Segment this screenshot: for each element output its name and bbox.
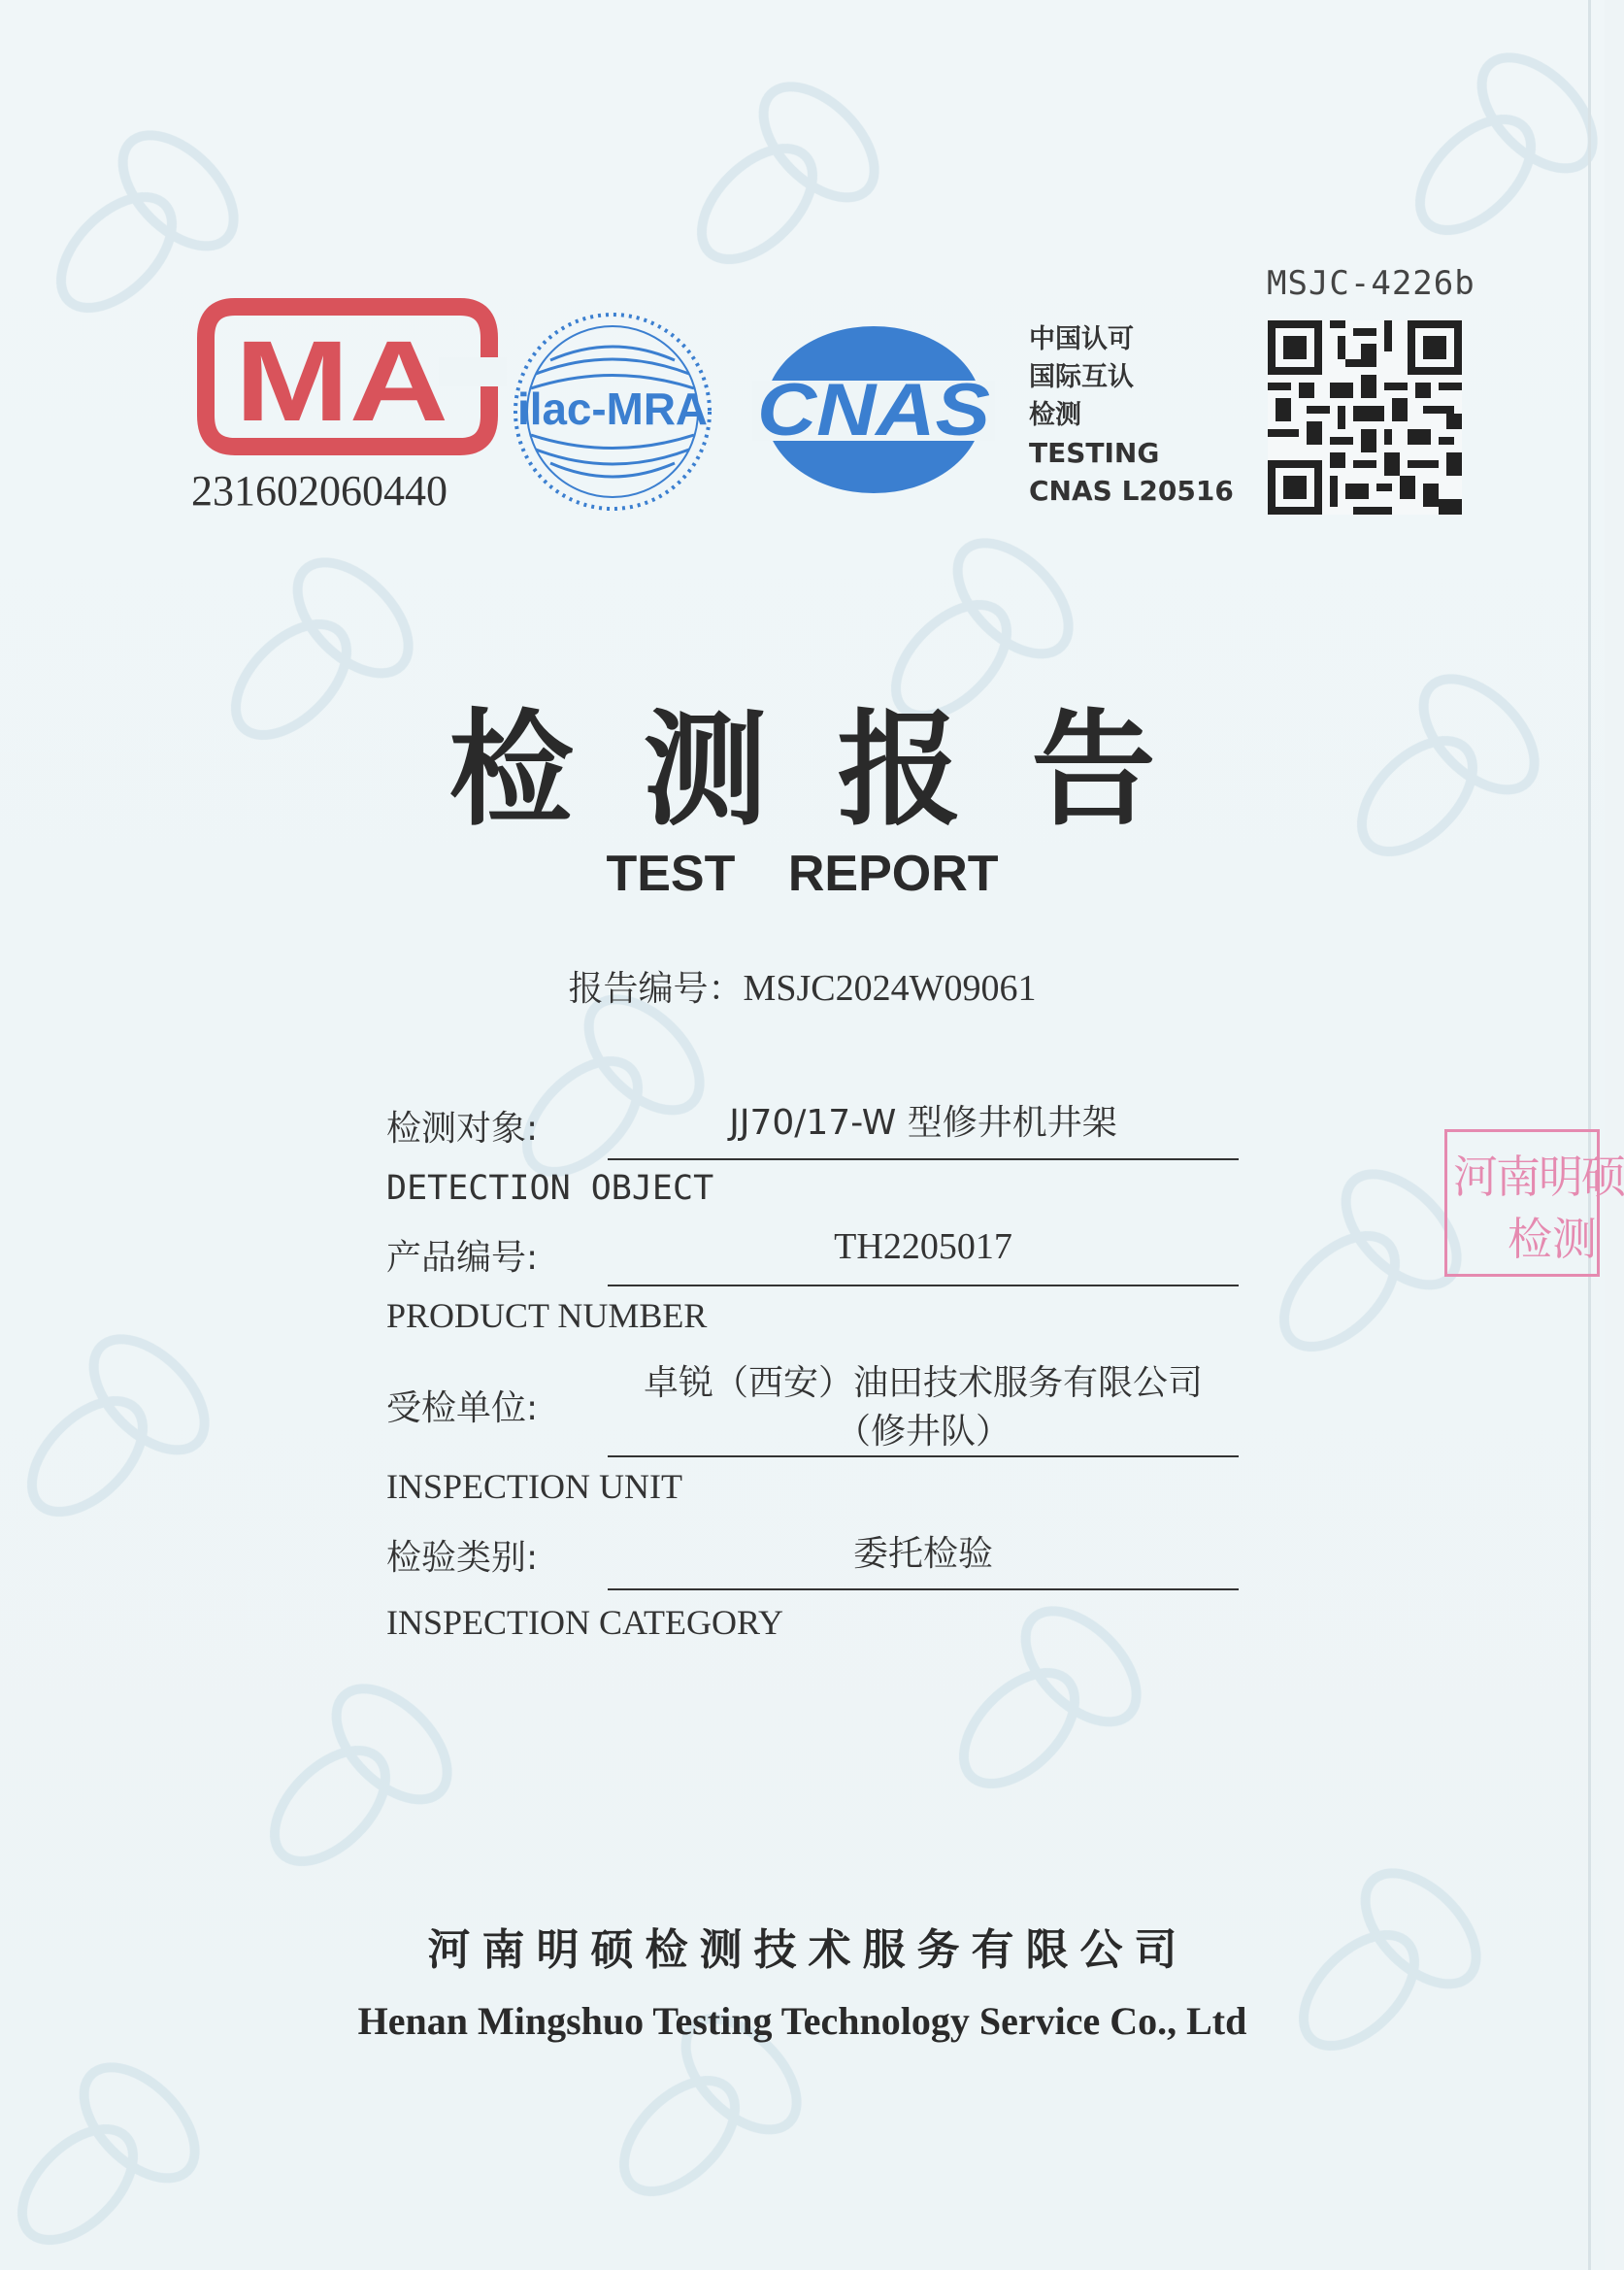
field-value-product-number	[608, 1225, 1239, 1268]
field-underline	[608, 1588, 1239, 1590]
field-underline	[608, 1455, 1239, 1457]
field-underline	[608, 1158, 1239, 1160]
field-label-detection-object-en: DETECTION OBJECT	[386, 1169, 714, 1208]
cnas-line: 国际互认	[1029, 362, 1134, 392]
field-value-inspection-unit-line1: 卓锐（西安）油田技术服务有限公司	[643, 1363, 1203, 1403]
cnas-accreditation-text	[1029, 320, 1234, 510]
field-label-product-number-cn: 产品编号:	[386, 1238, 539, 1278]
field-label-product-number-en: PRODUCT NUMBER	[386, 1296, 708, 1335]
field-label-inspection-category-cn: 检验类别:	[386, 1538, 539, 1578]
company-name-en: Henan Mingshuo Testing Technology Service Co., Ltd	[357, 1999, 1247, 2043]
field-label-detection-object-cn: 检测对象:	[386, 1109, 539, 1149]
cma-number: 231602060440	[191, 467, 447, 515]
cma-logo	[196, 299, 499, 454]
field-label-inspection-unit-cn: 受检单位:	[386, 1388, 539, 1428]
report-title-en: TEST REPORT	[606, 846, 999, 902]
product-number-text: TH2205017	[834, 1226, 1012, 1267]
ilac-mra-logo	[507, 306, 718, 517]
report-number	[0, 961, 1605, 1011]
field-label-inspection-category-en: INSPECTION CATEGORY	[386, 1603, 784, 1642]
field-value-detection-object: JJ70/17-W 型修井机井架	[729, 1103, 1117, 1143]
cnas-line: CNAS L20516	[1029, 475, 1234, 507]
seal-stamp-line1: 河南明硕	[1453, 1151, 1624, 1203]
field-underline	[608, 1285, 1239, 1286]
qr-code-icon[interactable]	[1268, 320, 1462, 515]
report-number-value: MSJC2024W09061	[743, 968, 1037, 1009]
cma-logo-text: MA	[235, 317, 448, 446]
field-label-inspection-unit-en: INSPECTION UNIT	[386, 1467, 682, 1506]
cnas-line: TESTING	[1029, 437, 1160, 469]
cnas-logo-text: CNAS	[757, 369, 990, 451]
report-title-cn: 检测报告	[448, 698, 1226, 843]
seal-stamp-line2: 检测	[1508, 1213, 1597, 1265]
field-value-inspection-unit-line2: （修井队）	[835, 1412, 1011, 1452]
cnas-line: 检测	[1029, 400, 1081, 430]
company-name-cn: 河南明硕检测技术服务有限公司	[427, 1925, 1189, 1975]
field-value-inspection-category: 委托检验	[852, 1534, 993, 1574]
report-number-label: 报告编号：	[568, 969, 744, 1009]
ilac-logo-text: ilac-MRA	[517, 384, 708, 434]
cnas-line: 中国认可	[1029, 324, 1134, 354]
cnas-logo	[752, 320, 995, 500]
document-code: MSJC-4226b	[1267, 264, 1475, 303]
seal-stamp	[1444, 1129, 1624, 1277]
